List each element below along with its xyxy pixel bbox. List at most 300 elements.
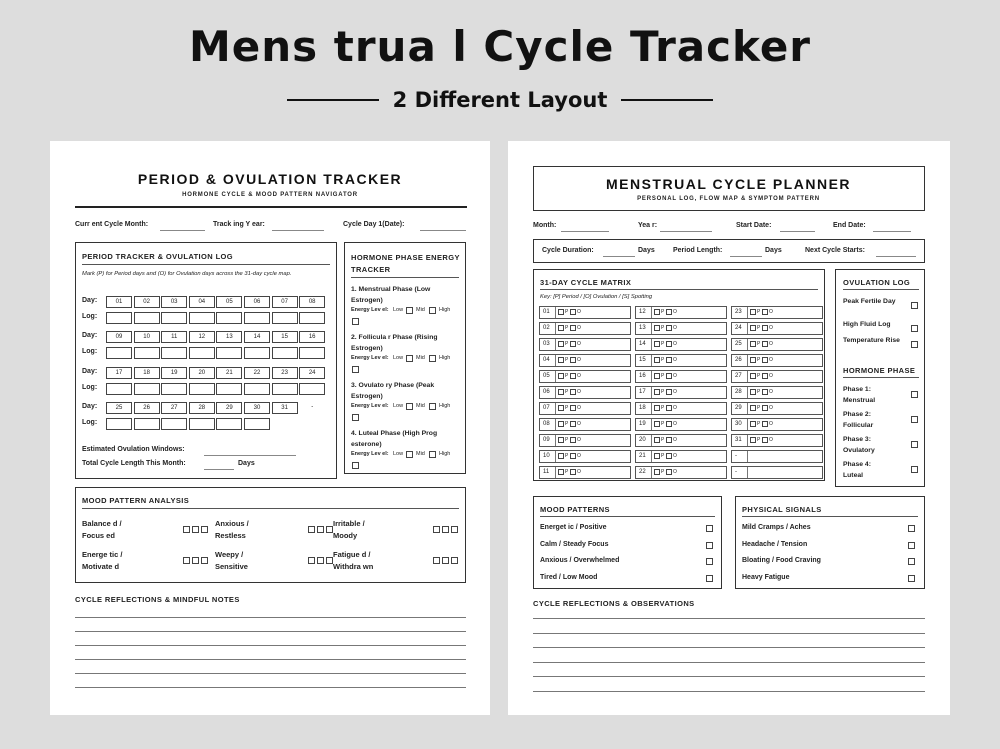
mood-checkbox[interactable] [308,526,315,533]
energy-mid-checkbox[interactable] [429,307,436,314]
matrix-day-number: 21 [639,453,646,459]
ovulation-checkbox[interactable] [762,405,768,411]
period-checkbox[interactable] [654,405,660,411]
matrix-cell[interactable] [635,402,727,415]
energy-mid-checkbox[interactable] [429,403,436,410]
matrix-day-number: 02 [543,325,550,331]
energy-high-checkbox[interactable] [352,318,359,325]
mood-checkbox[interactable] [308,557,315,564]
note-line[interactable] [75,617,466,618]
day-cell: 29 [216,402,242,414]
ovulation-key: O [769,325,773,331]
month-label: Month: [533,222,557,229]
period-checkbox[interactable] [558,309,564,315]
log-cell[interactable] [216,418,242,430]
period-checkbox[interactable] [750,341,756,347]
log-cell[interactable] [161,347,187,359]
cycle-duration-input[interactable] [603,256,635,257]
day-cell: 27 [161,402,187,414]
ovulation-checkbox[interactable] [570,309,576,315]
matrix-day-number: 12 [639,309,646,315]
ovulation-checkbox[interactable] [570,405,576,411]
energy-high-label: High [439,403,451,409]
observation-line[interactable] [533,662,925,663]
period-key: P [565,341,569,347]
period-checkbox[interactable] [654,437,660,443]
mood-analysis-title: MOOD PATTERN ANALYSIS [82,496,190,505]
mood-pattern-checkbox[interactable] [706,542,713,549]
cycle-length-label: Total Cycle Length This Month: [82,460,186,467]
period-log-title: PERIOD TRACKER & OVULATION LOG [82,252,234,261]
physical-signal-item: Heavy Fatigue [742,573,790,581]
ovulation-key: O [673,357,677,363]
period-checkbox[interactable] [654,341,660,347]
mood-label-line1: Anxious / [215,519,249,528]
mood-checkbox[interactable] [326,557,333,564]
matrix-cell[interactable] [635,338,727,351]
log-cell[interactable] [299,312,325,324]
energy-high-checkbox[interactable] [352,414,359,421]
matrix-cell[interactable] [539,418,631,431]
day-cell: 20 [189,367,215,379]
ovulation-checkbox[interactable] [762,389,768,395]
note-line[interactable] [75,659,466,660]
ovulation-key: O [769,405,773,411]
ovulation-checkbox[interactable] [570,341,576,347]
ovulation-log-checkbox[interactable] [911,302,918,309]
period-checkbox[interactable] [558,453,564,459]
matrix-cell[interactable] [539,434,631,447]
matrix-day-number: 22 [639,469,646,475]
period-key: P [565,421,569,427]
cycle-matrix-title: 31-DAY CYCLE MATRIX [540,278,632,287]
matrix-divider [651,451,652,462]
log-cell[interactable] [161,383,187,395]
ovulation-log-checkbox[interactable] [911,341,918,348]
period-checkbox[interactable] [654,421,660,427]
log-cell[interactable] [272,347,298,359]
energy-low-checkbox[interactable] [406,403,413,410]
ovulation-window-input[interactable] [204,455,296,456]
matrix-cell[interactable] [731,402,823,415]
ovulation-key: O [769,389,773,395]
log-cell[interactable] [134,347,160,359]
matrix-day-number: 23 [735,309,742,315]
subtitle-left-rule [287,99,379,101]
ovulation-checkbox[interactable] [570,325,576,331]
period-key: P [565,469,569,475]
matrix-divider [555,307,556,318]
mood-pattern-checkbox[interactable] [706,525,713,532]
energy-low-checkbox[interactable] [406,451,413,458]
period-checkbox[interactable] [558,389,564,395]
period-key: P [661,469,665,475]
mood-patterns-rule [540,516,715,517]
physical-signal-item: Headache / Tension [742,540,808,548]
day-cell: 06 [244,296,270,308]
ovulation-checkbox[interactable] [570,437,576,443]
ovulation-checkbox[interactable] [762,437,768,443]
matrix-cell[interactable] [539,306,631,319]
log-cell[interactable] [244,347,270,359]
ovulation-checkbox[interactable] [666,453,672,459]
period-checkbox[interactable] [654,325,660,331]
matrix-cell[interactable] [731,354,823,367]
ovulation-key: O [577,341,581,347]
cycle-length-input[interactable] [204,469,234,470]
energy-mid-checkbox[interactable] [429,451,436,458]
matrix-divider [651,307,652,318]
log-cell[interactable] [161,312,187,324]
log-cell[interactable] [216,383,242,395]
log-cell[interactable] [244,383,270,395]
mood-label-line1: Weepy / [215,550,244,559]
matrix-cell[interactable] [731,322,823,335]
ovulation-checkbox[interactable] [666,373,672,379]
log-cell[interactable] [244,312,270,324]
ovulation-checkbox[interactable] [666,341,672,347]
period-checkbox[interactable] [750,405,756,411]
period-ovulation-tracker-page [50,141,490,715]
observation-line[interactable] [533,676,925,677]
ovulation-log-item: High Fluid Log [843,321,891,328]
ovulation-checkbox[interactable] [762,325,768,331]
matrix-cell[interactable] [731,466,823,479]
end-date-label: End Date: [833,222,866,229]
energy-low-checkbox[interactable] [406,307,413,314]
matrix-day-number: 14 [639,341,646,347]
log-cell[interactable] [299,383,325,395]
log-cell[interactable] [106,312,132,324]
mood-checkbox[interactable] [317,557,324,564]
log-cell[interactable] [189,347,215,359]
period-checkbox[interactable] [558,437,564,443]
ovulation-checkbox[interactable] [666,405,672,411]
period-key: P [757,357,761,363]
period-length-input[interactable] [730,256,762,257]
end-date-input[interactable] [873,231,911,232]
tracking-year-input[interactable] [272,230,324,231]
matrix-cell[interactable] [731,418,823,431]
period-checkbox[interactable] [558,357,564,363]
left-title: PERIOD & OVULATION TRACKER [137,171,403,187]
period-tracker-log [75,242,337,479]
ovulation-checkbox[interactable] [666,421,672,427]
mood-checkbox[interactable] [451,526,458,533]
log-cell[interactable] [189,383,215,395]
period-key: P [565,405,569,411]
log-cell[interactable] [106,347,132,359]
matrix-cell[interactable] [539,338,631,351]
physical-signal-item: Mild Cramps / Aches [742,524,811,531]
mood-checkbox[interactable] [433,557,440,564]
mindful-notes-title: CYCLE REFLECTIONS & MINDFUL NOTES [75,595,240,604]
mood-checkbox[interactable] [317,526,324,533]
hormone-phase-checkbox[interactable] [911,466,918,473]
matrix-cell[interactable] [635,450,727,463]
energy-mid-label: Mid [416,307,425,313]
matrix-day-number: 07 [543,405,550,411]
matrix-day-number: 16 [639,373,646,379]
energy-high-checkbox[interactable] [352,366,359,373]
hormone-phase-checkbox[interactable] [911,391,918,398]
matrix-cell[interactable] [635,354,727,367]
matrix-cell[interactable] [539,402,631,415]
day-cell: - [311,404,314,410]
physical-signals [735,496,925,589]
ovulation-log-checkbox[interactable] [911,325,918,332]
mood-checkbox[interactable] [183,557,190,564]
matrix-cell[interactable] [635,370,727,383]
ovulation-checkbox[interactable] [762,357,768,363]
matrix-divider [747,403,748,414]
observation-line[interactable] [533,618,925,619]
log-cell[interactable] [244,418,270,430]
physical-signal-checkbox[interactable] [908,542,915,549]
mood-patterns [533,496,722,589]
matrix-divider [555,371,556,382]
matrix-cell[interactable] [731,370,823,383]
period-key: P [757,437,761,443]
note-line[interactable] [75,645,466,646]
period-checkbox[interactable] [558,325,564,331]
day-cell: 08 [299,296,325,308]
matrix-cell[interactable] [539,450,631,463]
log-cell[interactable] [216,347,242,359]
mood-checkbox[interactable] [442,526,449,533]
ovulation-checkbox[interactable] [762,341,768,347]
mood-label-line1: Balance d / [82,519,122,528]
energy-high-label: High [439,307,451,313]
ovulation-checkbox[interactable] [666,469,672,475]
period-checkbox[interactable] [558,373,564,379]
matrix-divider [651,419,652,430]
observation-line[interactable] [533,647,925,648]
period-checkbox[interactable] [654,373,660,379]
ovulation-checkbox[interactable] [666,389,672,395]
matrix-divider [555,451,556,462]
ovulation-key: O [673,405,677,411]
matrix-divider [555,403,556,414]
matrix-cell[interactable] [635,418,727,431]
start-date-input[interactable] [780,231,815,232]
matrix-divider [747,323,748,334]
matrix-cell[interactable] [731,338,823,351]
physical-signal-checkbox[interactable] [908,558,915,565]
matrix-day-number: 13 [639,325,646,331]
log-cell[interactable] [272,383,298,395]
note-line[interactable] [75,687,466,688]
ovulation-checkbox[interactable] [666,437,672,443]
mood-pattern-analysis [75,487,466,583]
current-month-input[interactable] [160,230,205,231]
matrix-cell[interactable] [731,450,823,463]
period-log-note: Mark (P) for Period days and (O) for Ovulation days across the 31-day cycle map. [82,271,292,277]
log-cell[interactable] [216,312,242,324]
subtitle: 2 Different Layout [392,88,608,112]
ovulation-checkbox[interactable] [570,469,576,475]
left-subtitle: HORMONE CYCLE & MOOD PATTERN NAVIGATOR [182,192,358,198]
period-checkbox[interactable] [750,421,756,427]
month-input[interactable] [561,231,609,232]
period-length-label: Period Length: [673,247,723,254]
cycle-day1-input[interactable] [420,230,466,231]
matrix-divider [747,419,748,430]
observation-line[interactable] [533,691,925,692]
log-cell[interactable] [134,418,160,430]
physical-signals-rule [742,516,918,517]
matrix-divider [747,387,748,398]
ovulation-checkbox[interactable] [762,421,768,427]
day-cell: 05 [216,296,242,308]
ovulation-key: O [673,325,677,331]
day-label: Day: [82,403,98,410]
energy-low-label: Low [393,403,404,409]
start-date-label: Start Date: [736,222,772,229]
ovulation-checkbox[interactable] [570,453,576,459]
matrix-cell[interactable] [731,306,823,319]
log-cell[interactable] [189,312,215,324]
ovulation-checkbox[interactable] [666,325,672,331]
matrix-cell[interactable] [635,386,727,399]
matrix-cell[interactable] [539,386,631,399]
hormone-phase-checkbox[interactable] [911,416,918,423]
mood-pattern-checkbox[interactable] [706,558,713,565]
log-cell[interactable] [299,347,325,359]
day-cell: 15 [272,331,298,343]
matrix-day-number: 27 [735,373,742,379]
matrix-cell[interactable] [539,322,631,335]
day-cell: 21 [216,367,242,379]
log-cell[interactable] [106,418,132,430]
period-checkbox[interactable] [558,421,564,427]
period-length-days: Days [765,247,782,254]
period-checkbox[interactable] [654,469,660,475]
period-checkbox[interactable] [654,357,660,363]
mood-checkbox[interactable] [192,526,199,533]
energy-mid-checkbox[interactable] [429,355,436,362]
matrix-cell[interactable] [539,370,631,383]
left-title-rule [75,206,467,208]
mood-pattern-checkbox[interactable] [706,575,713,582]
physical-signal-checkbox[interactable] [908,525,915,532]
matrix-day-number: 09 [543,437,550,443]
ovulation-checkbox[interactable] [762,309,768,315]
note-line[interactable] [75,631,466,632]
ovulation-checkbox[interactable] [666,357,672,363]
year-input[interactable] [660,231,712,232]
ovulation-key: O [577,373,581,379]
ovulation-key: O [577,389,581,395]
cycle-length-days: Days [238,460,255,467]
mood-label-line2: Motivate d [82,562,120,571]
period-checkbox[interactable] [750,357,756,363]
log-cell[interactable] [106,383,132,395]
hormone-phase-checkbox[interactable] [911,441,918,448]
ovulation-checkbox[interactable] [570,357,576,363]
log-cell[interactable] [134,383,160,395]
mood-checkbox[interactable] [201,526,208,533]
period-checkbox[interactable] [654,389,660,395]
cycle-duration-bar [533,239,925,263]
main-title: Mens trua l Cycle Tracker [188,22,812,71]
matrix-cell[interactable] [539,354,631,367]
energy-level-label: Energy Lev el: [351,403,389,409]
matrix-divider [555,435,556,446]
mood-pattern-item: Energet ic / Positive [540,524,607,531]
period-checkbox[interactable] [750,309,756,315]
next-cycle-input[interactable] [876,256,916,257]
ovulation-checkbox[interactable] [570,373,576,379]
matrix-cell[interactable] [539,466,631,479]
subtitle-row [0,88,1000,112]
energy-high-checkbox[interactable] [352,462,359,469]
ovulation-checkbox[interactable] [762,373,768,379]
period-key: P [661,453,665,459]
matrix-divider [555,339,556,350]
mood-patterns-title: MOOD PATTERNS [540,505,610,514]
period-checkbox[interactable] [558,341,564,347]
physical-signal-checkbox[interactable] [908,575,915,582]
energy-low-checkbox[interactable] [406,355,413,362]
log-cell[interactable] [134,312,160,324]
matrix-day-number: - [735,453,737,459]
matrix-day-number: 18 [639,405,646,411]
period-checkbox[interactable] [654,309,660,315]
period-checkbox[interactable] [750,325,756,331]
period-key: P [661,421,665,427]
note-line[interactable] [75,673,466,674]
matrix-cell[interactable] [635,466,727,479]
matrix-cell[interactable] [635,322,727,335]
matrix-cell[interactable] [635,306,727,319]
mood-checkbox[interactable] [183,526,190,533]
day-cell: 16 [299,331,325,343]
mood-checkbox[interactable] [442,557,449,564]
matrix-cell[interactable] [635,434,727,447]
day-label: Day: [82,297,98,304]
matrix-divider [651,467,652,478]
log-cell[interactable] [272,312,298,324]
matrix-cell[interactable] [731,434,823,447]
mood-checkbox[interactable] [451,557,458,564]
mood-checkbox[interactable] [201,557,208,564]
log-cell[interactable] [161,418,187,430]
period-checkbox[interactable] [654,453,660,459]
ovulation-checkbox[interactable] [570,389,576,395]
period-checkbox[interactable] [750,389,756,395]
mood-checkbox[interactable] [192,557,199,564]
log-cell[interactable] [189,418,215,430]
matrix-divider [747,355,748,366]
observation-line[interactable] [533,633,925,634]
day-cell: 09 [106,331,132,343]
hormone-phase-item: Phase 4: Luteal [843,461,871,479]
matrix-day-number: 01 [543,309,550,315]
period-checkbox[interactable] [558,469,564,475]
ovulation-checkbox[interactable] [570,421,576,427]
matrix-cell[interactable] [731,386,823,399]
ovulation-checkbox[interactable] [666,309,672,315]
period-checkbox[interactable] [750,437,756,443]
mood-pattern-item: Calm / Steady Focus [540,540,609,548]
period-key: P [757,309,761,315]
period-checkbox[interactable] [558,405,564,411]
mood-label-line2: Sensitive [215,562,248,571]
period-checkbox[interactable] [750,373,756,379]
mood-checkbox[interactable] [326,526,333,533]
mood-checkbox[interactable] [433,526,440,533]
